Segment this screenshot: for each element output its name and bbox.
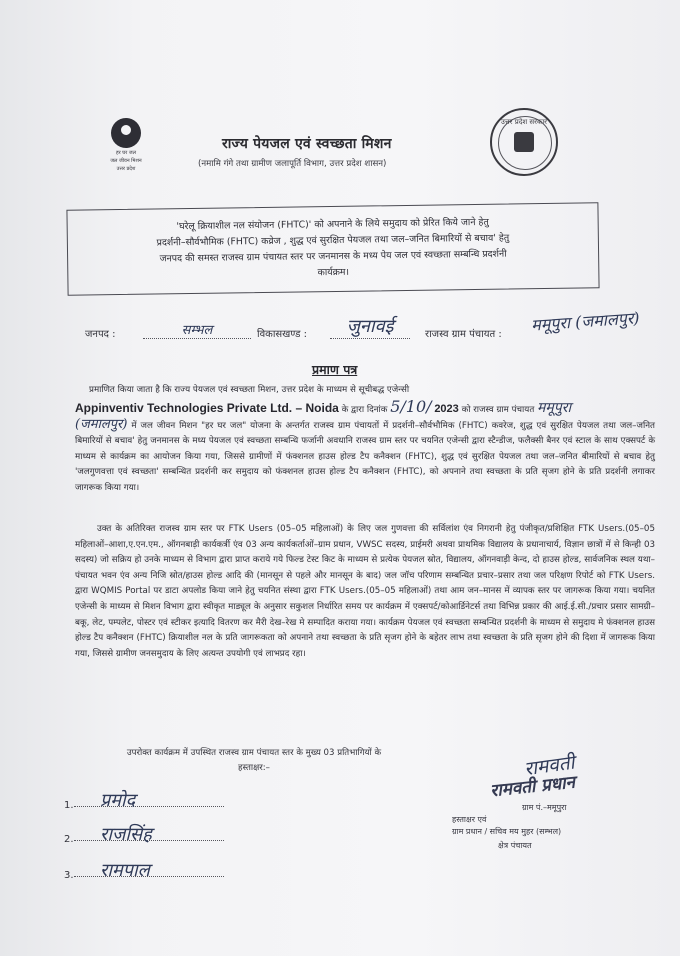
emblem-icon [514,132,534,152]
closing-line-2: हस्ताक्षर:– [238,763,270,773]
block-label: विकासखण्ड : [257,329,308,340]
stamp-line-1: ग्राम पं.–ममूपुरा [522,803,567,812]
participant-signature-2 [64,826,244,850]
stamp-line-4: क्षेत्र पंचायत [498,841,532,850]
mission-title: राज्य पेयजल एवं स्वच्छता मिशन [222,136,392,152]
pradhan-stamp-name: रामवती प्रधान [489,772,576,802]
signature-name: प्रमोद [100,790,136,811]
panchayat-value: ममूपुरा (जमालपुर) [530,308,641,335]
stamp-line-2: हस्ताक्षर एवं [452,815,487,824]
closing-line-1: उपरोक्त कार्यक्रम में उपस्थित राजस्व ग्राम पंचायत स्तर के मुख्य 03 प्रतिभागियों के [126,748,382,758]
agency-name: Appinventiv Technologies Private Ltd. – Noida [75,400,339,415]
program-banner-box [66,202,599,295]
signature-name: रामपाल [100,860,150,881]
signature-number: 1. [64,800,74,811]
logo-caption-2: जल जीवन मिशन [110,158,142,164]
logo-caption-1: हर घर जल [116,150,136,156]
event-year: 2023 [434,402,459,415]
banner-line: 'घरेलू क्रियाशील नल संयोजन (FHTC)' को अपनाने के लिये समुदाय को प्रेरित किये जाने हेतु [176,216,489,233]
pradhan-signature: रामवती [522,751,576,781]
panchayat-handwritten: ममूपुरा [537,399,572,416]
dated-text: के द्वारा दिनांक [341,404,388,415]
participant-signature-1 [64,792,244,816]
after-date-text: को राजस्व ग्राम पंचायत [461,404,535,415]
mission-subtitle: (नमामि गंगे तथा ग्रामीण जलापूर्ति विभाग, उत्तर प्रदेश शासन) [198,159,387,169]
block-value: जुनावई [330,314,410,339]
water-drop-icon [111,118,141,148]
logo-caption-3: उत्तर प्रदेश [116,166,136,172]
banner-line: जनपद की समस्त राजस्व ग्राम पंचायत स्तर पर जनमानस के मध्य पेय जल एवं स्वच्छता सम्बन्धि प्रदर्शनी [159,248,507,265]
panchayat-label: राजस्व ग्राम पंचायत : [425,329,502,340]
banner-line: प्रदर्शनी–सौर्वभौमिक (FHTC) कव्रेज , शुद्ध एवं सुरक्षित पेयजल तथा जल–जनित बिमारियों से बचाव' हेतु [156,232,510,249]
participant-signature-3 [64,862,244,886]
signature-number: 2. [64,834,74,845]
certificate-paragraph-1 [75,383,655,497]
banner-line: कार्यक्रम। [317,266,350,279]
jal-jeevan-mission-logo [97,118,155,180]
certificate-paragraph-2: उक्त के अतिरिक्त राजस्व ग्राम स्तर पर FTK Users (05–05 महिलाओं) के लिए जल गुणवत्ता की सर्विलांश एंव निगरानी हेतु पंजीकृत/प्रशिक्षित FTK Users.(05–05 महिलाओं–आशा,ए.एन.एम., ऑगनबाड़ी कार्यकर्त्री एंव 03 अन्य कार्यकर्ताओं–ग्राम प्रधान, VWSC सदस्य, प्राईमरी अथवा प्राथमिक विद्यालय के प्रधानाचार्य, विज्ञान छात्रों में से किन्ही 03 सदस्य) जो सक्रिय हो उनके माध्यम से विभाग द्वारा प्राप्त कराये गये फिल्ड टेस्ट किट के माध्यम से प्रत्येक पेयजल स्रोत, विद्यालय, ऑगनवाड़ी केन्द, दो हाउस होल्ड, सार्वजनिक स्थल यथा–पंचायत भवन एंव अन्य निजि स्रोत/हाउस होल्ड आदि की (मानसून से पहले और मानसून के बाद) जल जॉच परिणाम सम्बन्धित प्रचार–प्रसार तथा जल परिक्षण रिपोर्ट को FTK Users. द्वारा WQMIS Portal पर डाटा अपलोड किया जाने हेतु चयनित संस्था द्वारा FTK Users.(05–05 महिलाओं) तथा आम जन–मानस में व्यापक स्तर पर जागरूक किया गया। चयनित एजेन्सी के माध्यम से मिशन विभाग द्वारा स्वीकृत माड्यूल के अनुसार सकुशल निर्धारित समय पर कार्यक्रम में एक्सपर्ट/कोआर्डिनेटर्स तथा विभिन्न प्रकार की आई.ई.सी./प्रचार प्रसार सामग्री–बकू, लेट, पम्पलेट, पोस्टर एवं स्टीकर इत्यादि वितरण कर मैरी देख–रेख मे सम्पादित कराया गया। कार्यक्रम पेयजल एवं स्वच्छता सम्बन्धित प्रदर्शनी के माध्यम से समुदाय मे फंक्शनल हाउस होल्ड टैप कनैक्शन (FHTC) क्रियाशील नल के प्रति जागरूकता को अपनाने तथा स्वच्छता के प्रति सृजग होने के बहेतर लाभ तथा स्वच्छता के प्रति सृजग होने की दिशा में जागरूक किया गया, जिससे ग्रामीण जनसमुदाय के लिए अत्यन्त उपयोगी एवं लाभप्रद रहा। [75,524,655,659]
pradhan-stamp-signature [452,752,622,852]
location-fields [85,308,645,344]
up-govt-emblem-logo [490,108,558,176]
district-value: सम्भल [143,320,251,339]
district-label: जनपद : [85,329,116,340]
emblem-text: उत्तर प्रदेश सरकार [500,118,548,126]
signature-name: राजसिंह [100,824,152,845]
closing-statement [64,746,444,776]
certificate-title: प्रमाण पत्र [312,362,358,377]
signature-number: 3. [64,870,74,881]
stamp-line-3: ग्राम प्रधान / सचिव मय मुहर (सम्भल) [452,827,562,836]
para1-body: में जल जीवन मिशन "हर घर जल" योजना के अन्तर्गत राजस्व ग्राम पंचायतों में प्रदर्शनी–सौर्वभौमिक (FHTC) कवरेज, शुद्ध एवं सुरक्षित पेयजल तथा जल–जनित बिमारियों से बचाव' हेतु जनमानस के मध्य पेयजल एवं स्वच्छता सम्बन्धि फर्जानी अवधानि राजस्व ग्राम स्तर पर चयनित एजेन्सी द्वारा स्टैन्डीज, फलैक्सी बैनर एवं स्टाल के साथ एक्सपर्ट के माध्यम से कार्यक्रम का आयोजन किया गया, जिससे ग्रामीणों में फंक्शनल हाउस होल्ड टैप कनैक्शन (FHTC), शुद्ध एवं सुरक्षित पेयजल तथा जल–जनित बीमारियों से बचाव हेतु 'जलगुणवत्ता एवं स्वच्छता' सम्बन्धित प्रदर्शनी कर समुदाय को फंक्शनल हाउस होल्ड टैप कनैक्शन (FHTC), को अपनाने तथा स्वच्छता के प्रति सृजग होने के प्रति प्रदर्शनी लगाकर जागरूक किया गया। [75,420,655,493]
event-date-handwritten: 5/10/ [390,396,432,416]
panchayat-handwritten-2: (जमालपुर) [75,416,128,432]
para1-intro: प्रमाणित किया जाता है कि राज्य पेयजल एवं स्वच्छता मिशन, उत्तर प्रदेश के माध्यम से सूचीबद्ध एजेन्सी [89,385,410,395]
